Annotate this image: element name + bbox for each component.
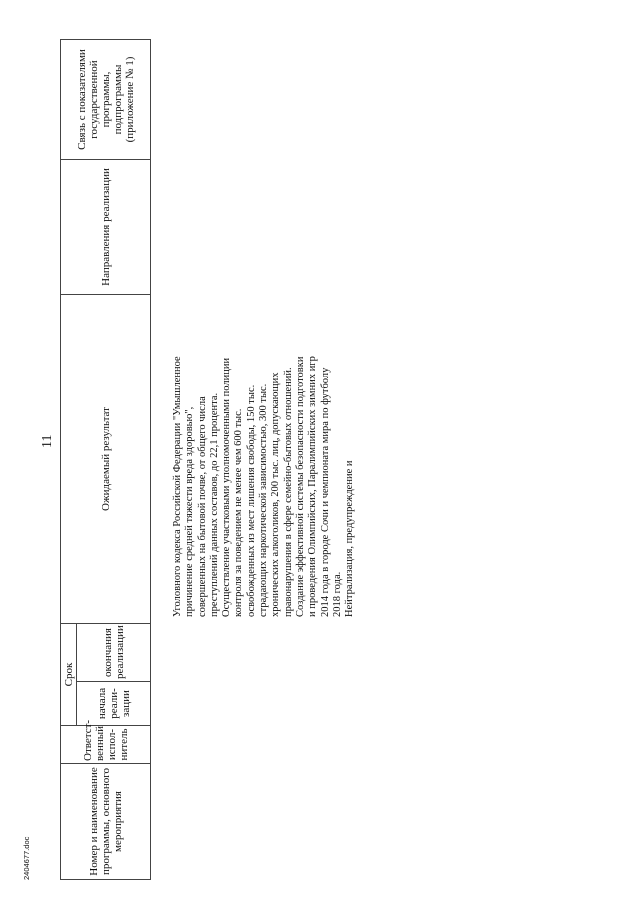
result-paragraph: Уголовного кодекса Российской Федерации "Умышленное причинение средней тяжести вреда здоровью", совершенных на бытовой почве, от общего числа преступлений данных составов, до 22,1 процента. (172, 356, 220, 617)
header-directions: Направления реализации (61, 160, 151, 295)
header-term-start: начала реали-зации (77, 682, 151, 726)
document-id: 2404677.doc (22, 836, 31, 880)
result-paragraph: Нейтрализация, предупреждение и (344, 460, 356, 617)
page-number: 11 (40, 434, 55, 448)
header-term-end: окончания реализации (77, 624, 151, 682)
header-responsible: Ответст-венный испол-нитель (61, 726, 151, 764)
rotated-table-page (60, 40, 356, 880)
expected-result-cell (172, 352, 356, 617)
result-paragraph: Осуществление участковыми уполномоченными полиции контроля за поведением не менее чем 600 тыс. освобожденных из мест лишения свободы, 150 тыс. страдающих наркотической зависимостью, 300 тыс. хронических алкоголиков, 200 тыс. лиц, допускающих правонарушения в сфере семейно-бытовых отношений. (221, 357, 294, 617)
table-header (60, 39, 151, 880)
header-indicator-link: Связь с показателями государственной программы, подпрограммы (приложение № 1) (61, 40, 151, 160)
header-expected-result: Ожидаемый результат (61, 295, 151, 624)
result-paragraph: Создание эффективной системы безопасности подготовки и проведения Олимпийских, Паралимпийских зимних игр 2014 года в городе Сочи и чемпионата мира по футболу 2018 года. (294, 356, 343, 617)
header-program: Номер и наименование программы, основного мероприятия (61, 764, 151, 880)
header-term: Срок (61, 624, 77, 726)
